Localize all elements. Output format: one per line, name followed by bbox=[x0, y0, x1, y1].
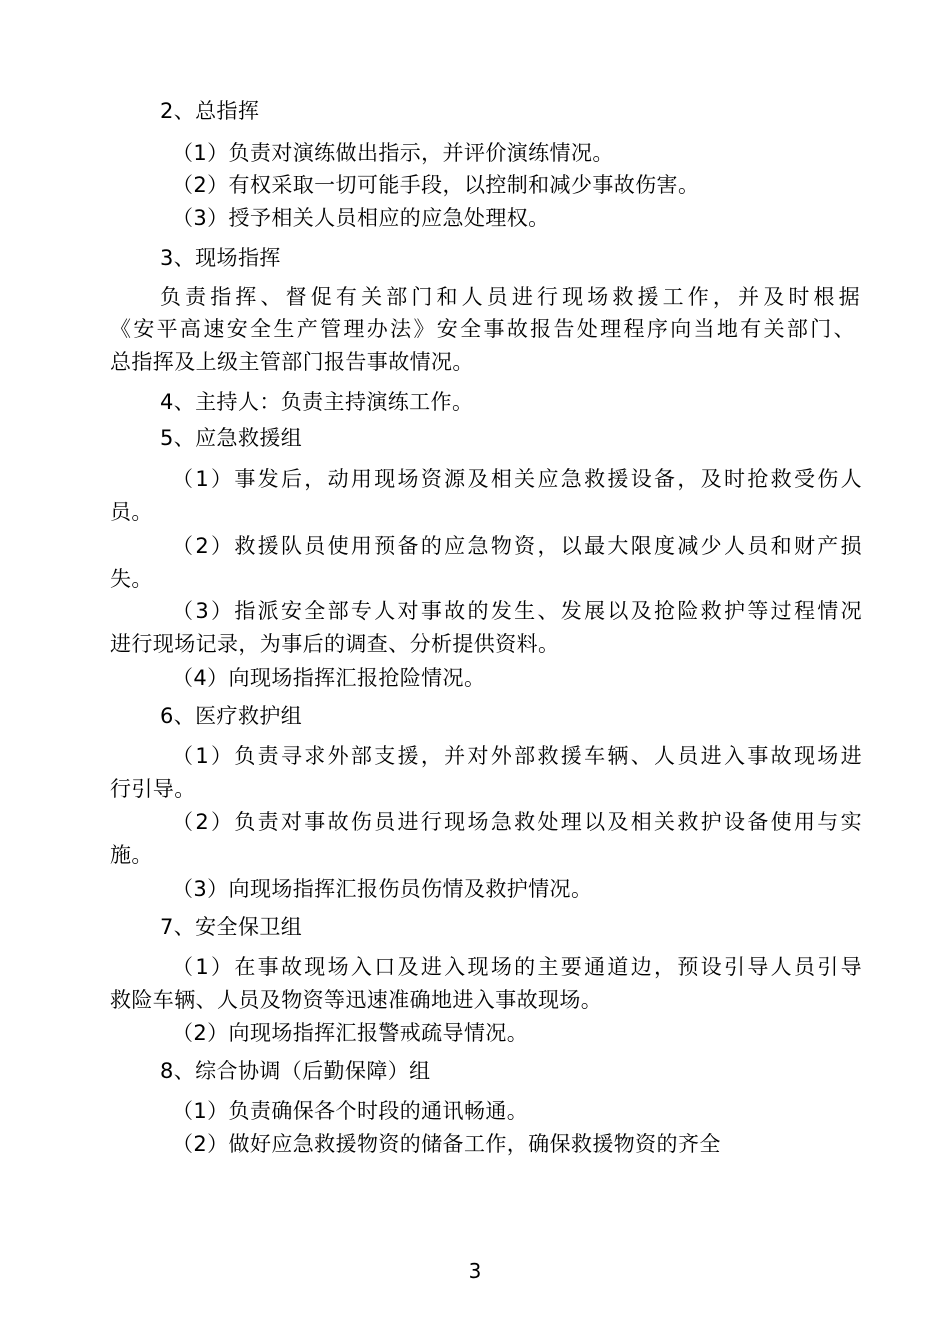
heading-host: 4、主持人：负责主持演练工作。 bbox=[160, 390, 474, 414]
heading-security-team: 7、安全保卫组 bbox=[160, 915, 303, 939]
paragraph-line: （1）负责确保各个时段的通讯畅通。 bbox=[172, 1099, 529, 1123]
paragraph-line: 失。 bbox=[110, 567, 153, 591]
paragraph-line: （2）负责对事故伤员进行现场急救处理以及相关救护设备使用与实 bbox=[172, 810, 862, 834]
paragraph-line: （3）授予相关人员相应的应急处理权。 bbox=[172, 206, 550, 230]
heading-site-commander: 3、现场指挥 bbox=[160, 246, 281, 270]
paragraph-line: 《安平高速安全生产管理办法》安全事故报告处理程序向当地有关部门、 bbox=[110, 317, 855, 341]
paragraph-line: （1）负责寻求外部支援，并对外部救援车辆、人员进入事故现场进 bbox=[172, 744, 862, 768]
paragraph-line: （2）救援队员使用预备的应急物资，以最大限度减少人员和财产损 bbox=[172, 534, 862, 558]
paragraph-line: 负责指挥、督促有关部门和人员进行现场救援工作，并及时根据 bbox=[160, 285, 860, 309]
page-number: 3 bbox=[468, 1259, 482, 1283]
heading-coordination-team: 8、综合协调（后勤保障）组 bbox=[160, 1059, 431, 1083]
paragraph-line: 总指挥及上级主管部门报告事故情况。 bbox=[110, 350, 474, 374]
paragraph-line: （2）向现场指挥汇报警戒疏导情况。 bbox=[172, 1021, 529, 1045]
heading-commander-in-chief: 2、总指挥 bbox=[160, 99, 260, 123]
paragraph-line: （2）有权采取一切可能手段，以控制和减少事故伤害。 bbox=[172, 173, 700, 197]
heading-medical-team: 6、医疗救护组 bbox=[160, 704, 303, 728]
paragraph-line: （4）向现场指挥汇报抢险情况。 bbox=[172, 666, 486, 690]
paragraph-line: 员。 bbox=[110, 500, 153, 524]
paragraph-line: （1）事发后，动用现场资源及相关应急救援设备，及时抢救受伤人 bbox=[172, 467, 862, 491]
paragraph-line: 进行现场记录，为事后的调查、分析提供资料。 bbox=[110, 632, 560, 656]
paragraph-line: （3）向现场指挥汇报伤员伤情及救护情况。 bbox=[172, 877, 593, 901]
paragraph-line: 行引导。 bbox=[110, 777, 196, 801]
paragraph-line: （1）在事故现场入口及进入现场的主要通道边，预设引导人员引导 bbox=[172, 955, 862, 979]
paragraph-line: 施。 bbox=[110, 843, 153, 867]
heading-rescue-team: 5、应急救援组 bbox=[160, 426, 303, 450]
paragraph-line: 救险车辆、人员及物资等迅速准确地进入事故现场。 bbox=[110, 988, 603, 1012]
paragraph-line: （2）做好应急救援物资的储备工作，确保救援物资的齐全 bbox=[172, 1132, 721, 1156]
paragraph-line: （1）负责对演练做出指示，并评价演练情况。 bbox=[172, 141, 614, 165]
paragraph-line: （3）指派安全部专人对事故的发生、发展以及抢险救护等过程情况 bbox=[172, 599, 862, 623]
